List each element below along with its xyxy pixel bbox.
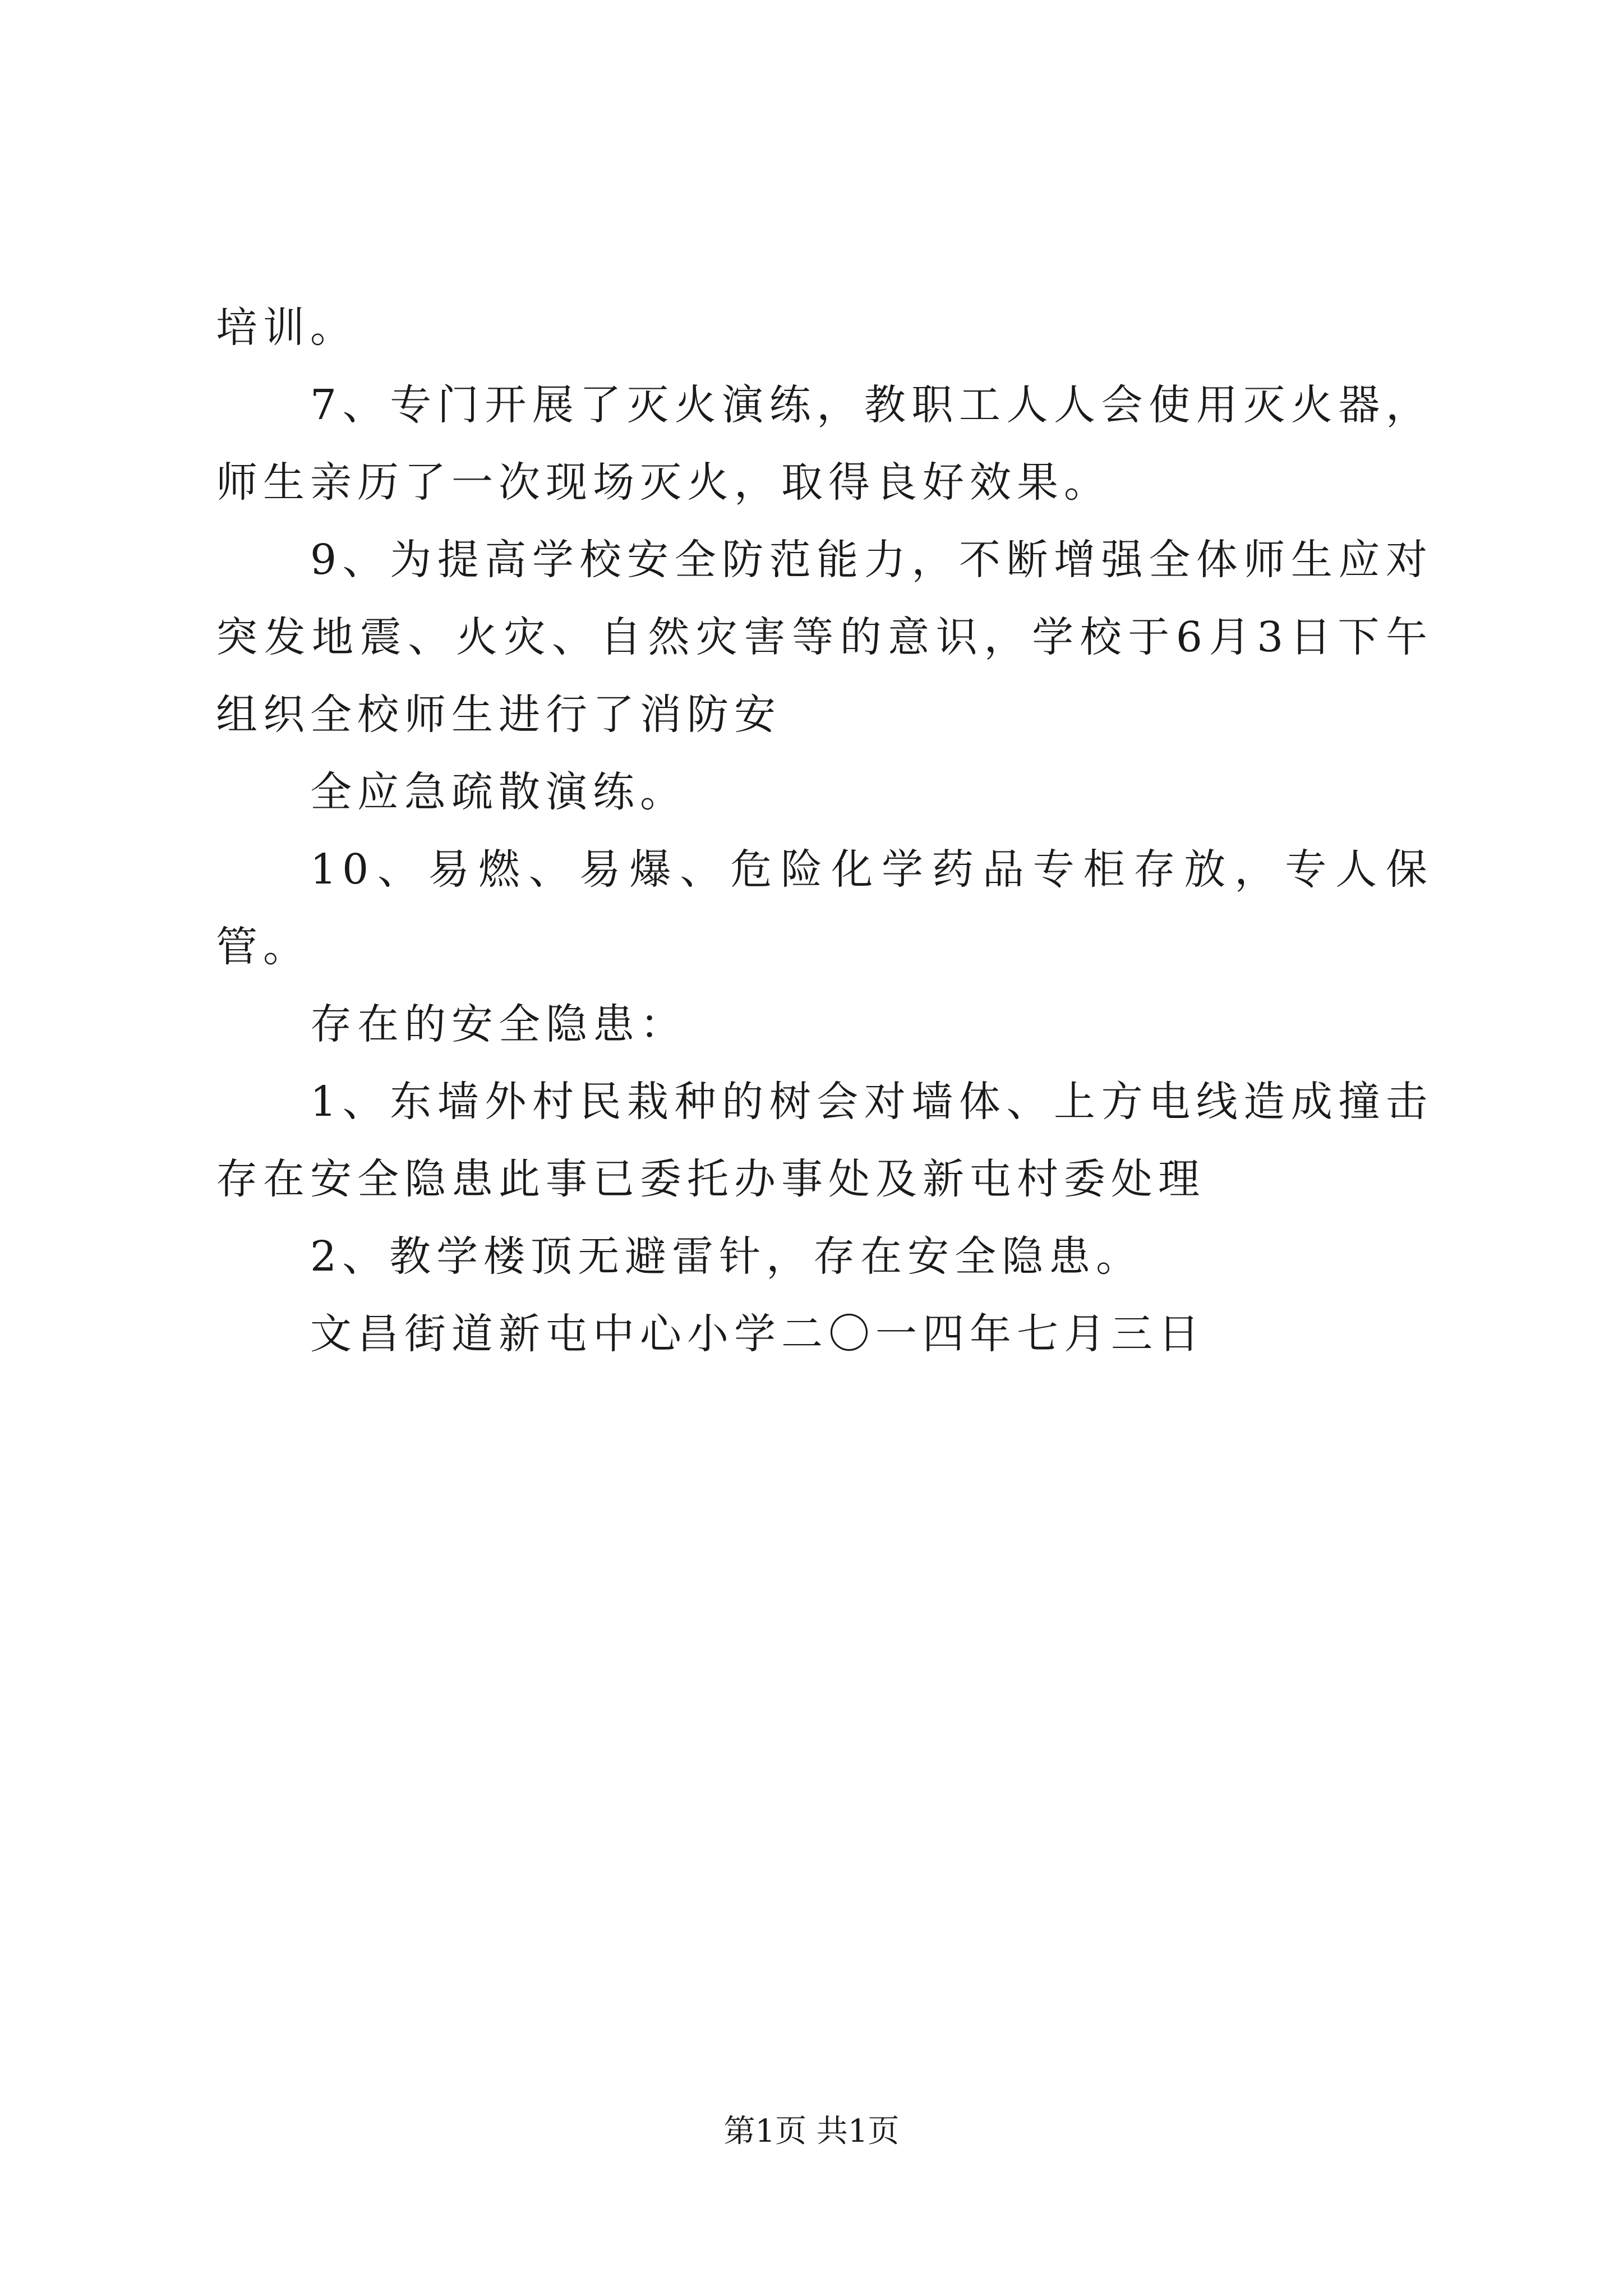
paragraph-item-7: 7、专门开展了灭火演练，教职工人人会使用灭火器，师生亲历了一次现场灭火，取得良好效果。: [216, 381, 1433, 507]
paragraph-training-end: 培训。: [216, 303, 357, 352]
signature-line: 文昌街道新屯中心小学二〇一四年七月三日: [310, 1310, 1205, 1358]
page-footer: [0, 2112, 1623, 2151]
paragraph-hazard-2: 2、教学楼顶无避雷针，存在安全隐患。: [310, 1232, 1144, 1281]
section-heading-hazards: 存在的安全隐患：: [310, 1000, 687, 1048]
document-body: [216, 289, 1433, 1373]
paragraph-item-10: 10、易燃、易爆、危险化学药品专柜存放，专人保管。: [216, 845, 1433, 971]
page-number-label: 第1页 共1页: [723, 2113, 900, 2150]
paragraph-hazard-1: 1、东墙外村民栽种的树会对墙体、上方电线造成撞击存在安全隐患此事已委托办事处及新屯村委处理: [216, 1078, 1433, 1203]
paragraph-item-9: 9、为提高学校安全防范能力，不断增强全体师生应对突发地震、火灾、自然灾害等的意识，学校于6月3日下午组织全校师生进行了消防安: [216, 536, 1433, 739]
paragraph-item-9-continued: 全应急疏散演练。: [310, 768, 687, 816]
